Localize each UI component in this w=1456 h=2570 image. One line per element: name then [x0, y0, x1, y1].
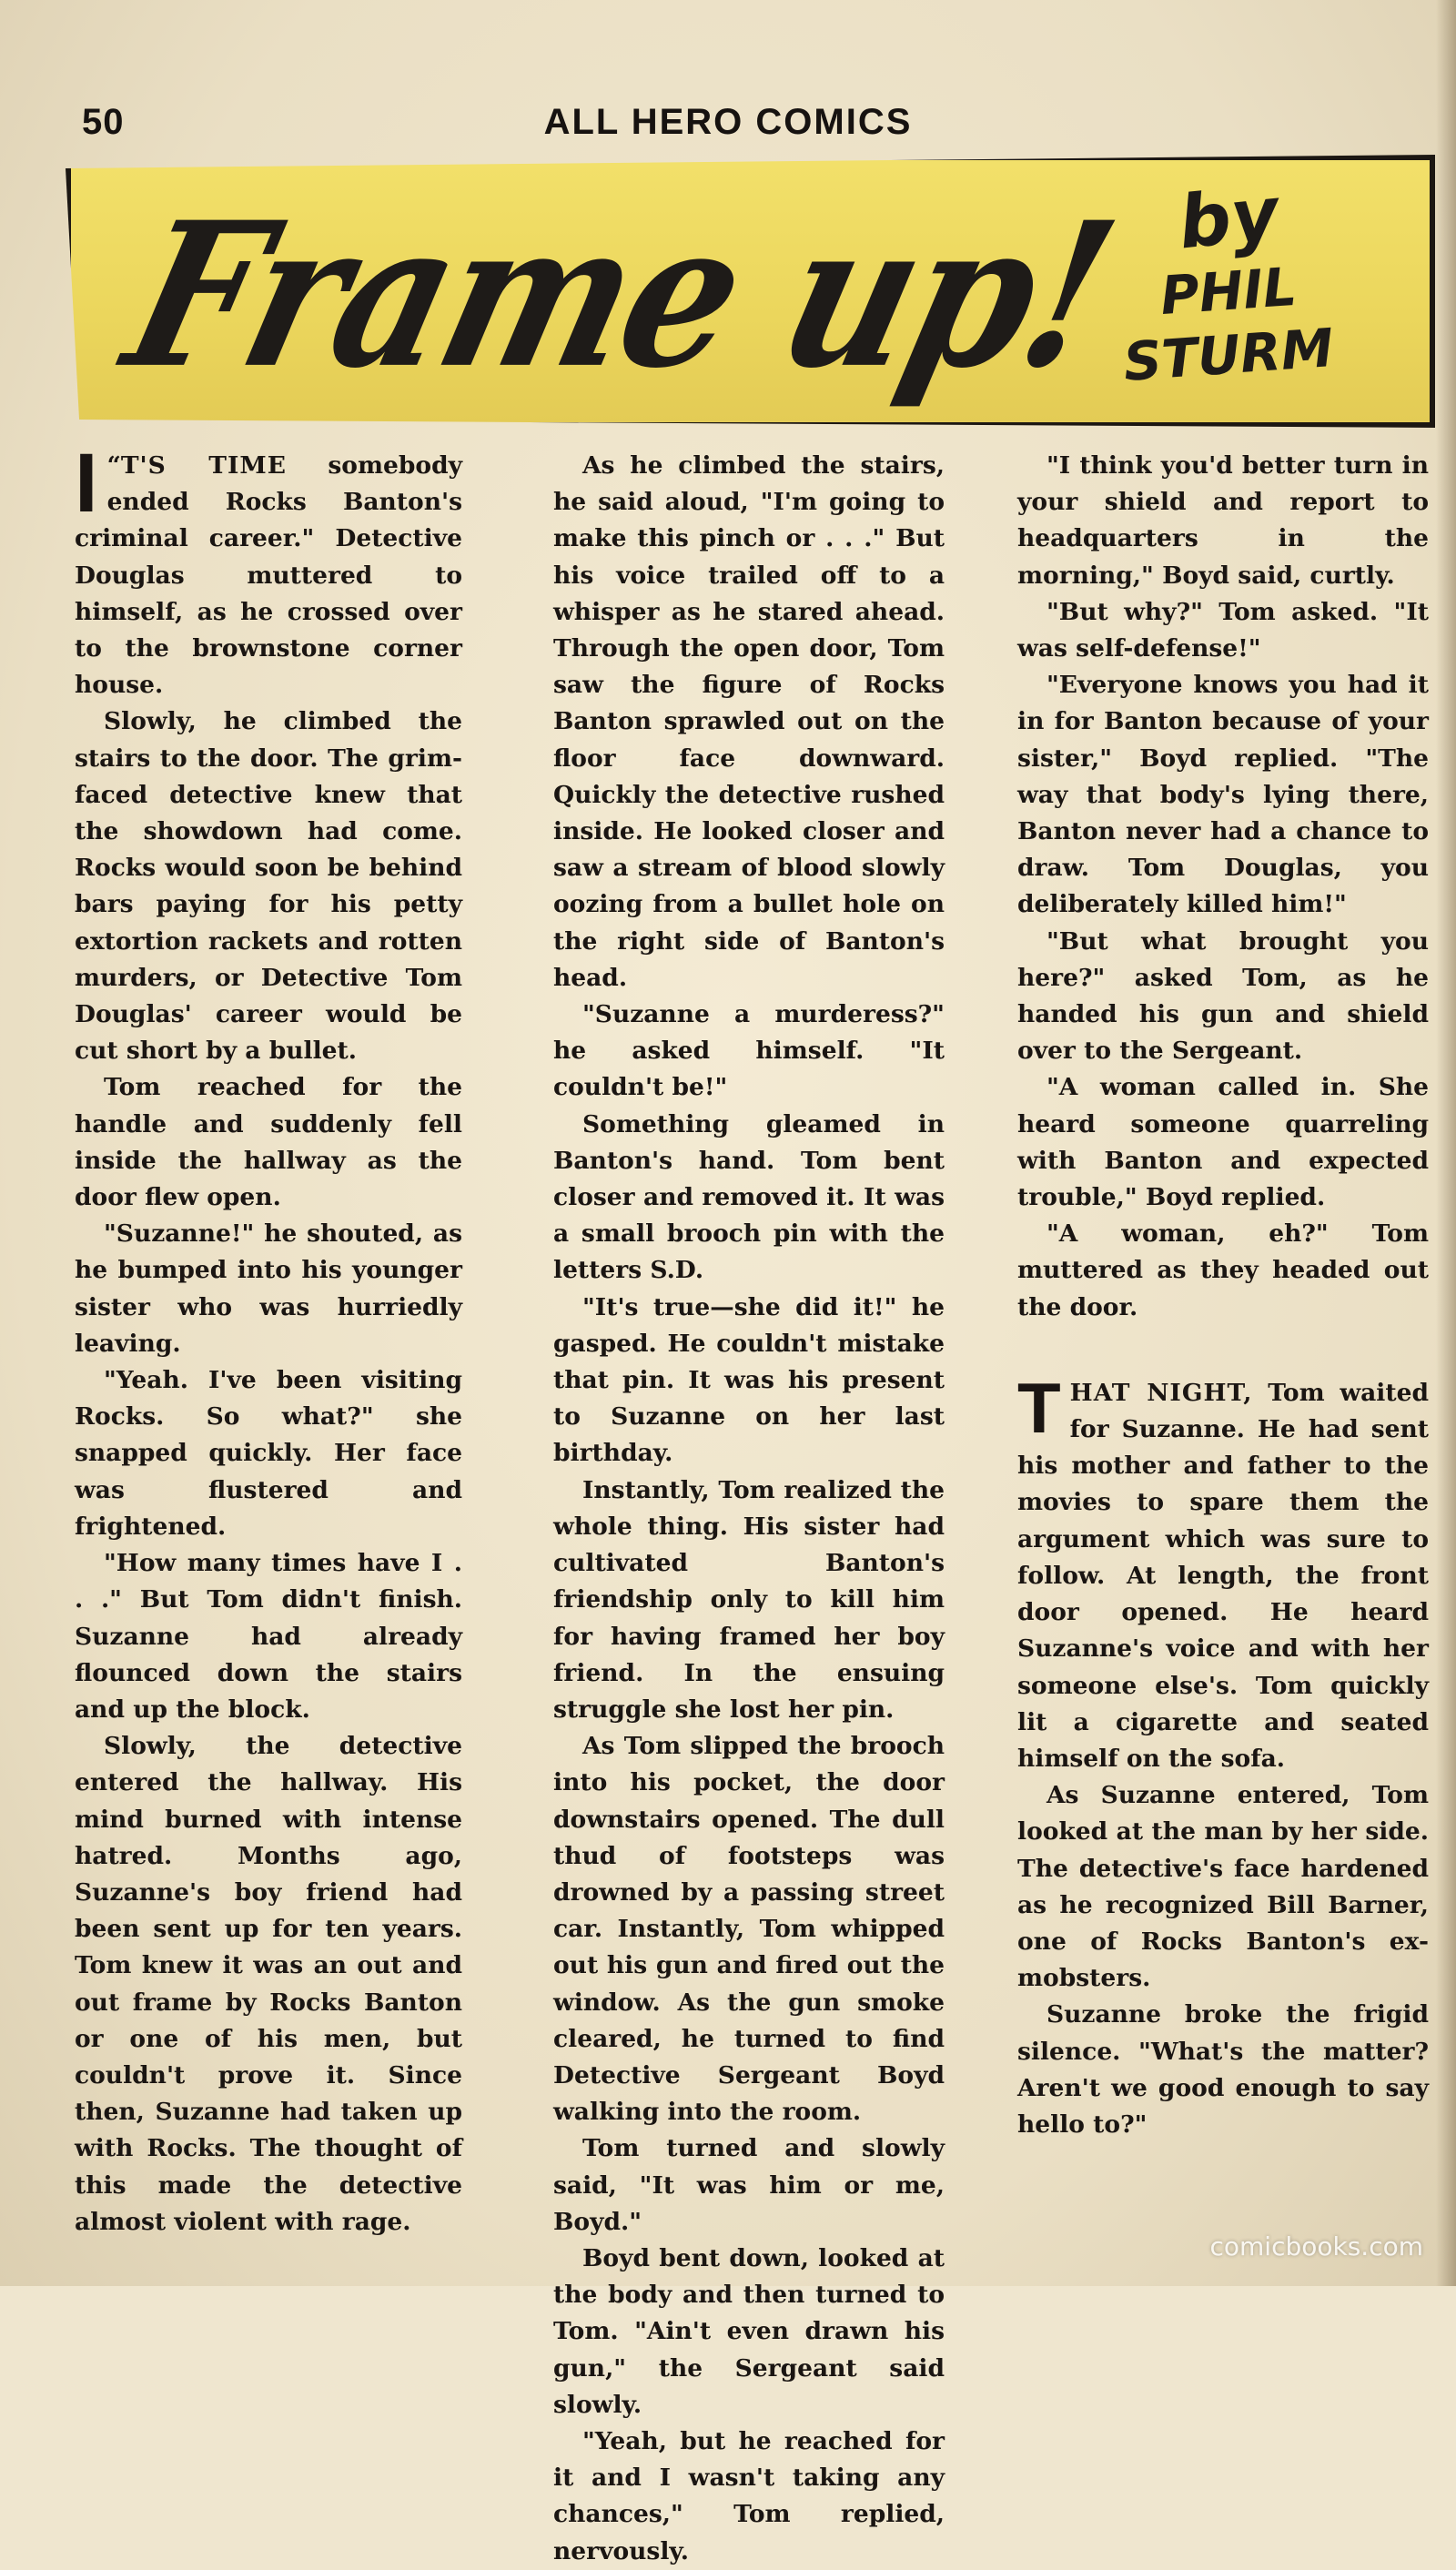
paragraph: "It's true—she did it!" he gasped. He couldn't mistake that pin. It was his present to Suzanne on her last birthday.	[553, 1292, 945, 1468]
paragraph: "Suzanne a murderess?" he asked himself. "It couldn't be!"	[553, 1000, 945, 1102]
text-column-3	[1017, 448, 1429, 2143]
section-opening-text: Tom waited for Suzanne. He had sent his mother and father to the movies to spare them the argument which was sure to follow. At length, the front door opened. He heard Suzanne's voice and with her someone else's. Tom quickly lit a cigarette and seated himself on the sofa.	[1017, 1378, 1429, 1773]
paragraph: As he climbed the stairs, he said aloud, "I'm going to make this pinch or . . ." But his voice trailed off to a whisper as he stared ahead. Through the open door, Tom saw the figure of Rocks Banton sprawled out on the floor face downward. Quickly the detective rushed inside. He looked closer and saw a stream of blood slowly oozing from a bullet hole on the right side of Banton's head.	[553, 451, 945, 992]
section-opening-paragraph	[1017, 1367, 1429, 1777]
story-title: Frame up!	[107, 178, 1132, 412]
paragraph: "A woman, eh?" Tom muttered as they headed out the door.	[1017, 1219, 1429, 1321]
paragraph: "Yeah. I've been visiting Rocks. So what?" she snapped quickly. Her face was flustered and frightened.	[75, 1366, 462, 1541]
text-column-1	[75, 437, 462, 2241]
paragraph: "Yeah, but he reached for it and I wasn't taking any chances," Tom replied, nervously.	[553, 2426, 945, 2565]
byline	[1092, 170, 1365, 414]
paragraph: "Everyone knows you had it in for Banton because of your sister," Boyd replied. "The way that body's lying there, Banton never had a chance to draw. Tom Douglas, you deliberately killed him!"	[1017, 671, 1429, 919]
text-column-2	[553, 448, 945, 2570]
paragraph: Tom reached for the handle and suddenly fell inside the hallway as the door flew open.	[75, 1073, 462, 1212]
paragraph: Suzanne broke the frigid silence. "What's the matter? Aren't we good enough to say hello to?"	[1017, 2000, 1429, 2139]
paragraph: As Suzanne entered, Tom looked at the man by her side. The detective's face hardened as he recognized Bill Barner, one of Rocks Banton's ex-mobsters.	[1017, 1781, 1429, 1993]
opening-quote: “	[106, 451, 121, 480]
drop-cap: I	[75, 437, 98, 530]
paragraph: Slowly, he climbed the stairs to the door. The grim-faced detective knew that the showdown had come. Rocks would soon be behind bars paying for his petty extortion rackets and rotten murders, or Detective Tom Douglas' career would be cut short by a bullet.	[75, 707, 462, 1066]
opening-paragraph	[75, 437, 462, 703]
paragraph: "A woman called in. She heard someone quarreling with Banton and expected trouble," Boyd replied.	[1017, 1073, 1429, 1212]
paragraph: Something gleamed in Banton's hand. Tom bent closer and removed it. It was a small brooch pin with the letters S.D.	[553, 1109, 945, 1285]
section-break	[1017, 1326, 1429, 1375]
page-number: 50	[82, 102, 125, 142]
paragraph: As Tom slipped the brooch into his pocket, the door downstairs opened. The dull thud of footsteps was drowned by a passing street car. Instantly, Tom whipped out his gun and fired out the window. As the gun smoke cleared, he turned to find Detective Sergeant Boyd walking into the room.	[553, 1732, 945, 2127]
byline-by: by	[1174, 170, 1283, 266]
author-first-name: PHIL	[1158, 255, 1299, 328]
lead-words: HAT NIGHT,	[1069, 1378, 1253, 1407]
paragraph: "But why?" Tom asked. "It was self-defense!"	[1017, 597, 1429, 663]
watermark: comicbooks.com	[1209, 2231, 1423, 2261]
opening-text: somebody ended Rocks Banton's criminal career." Detective Douglas muttered to himself, as he crossed over to the brownstone corner house.	[75, 451, 462, 700]
lead-words: T'S TIME	[120, 451, 287, 480]
paragraph: Boyd bent down, looked at the body and then turned to Tom. "Ain't even drawn his gun," the Sergeant said slowly.	[553, 2243, 945, 2419]
paragraph: Instantly, Tom realized the whole thing. His sister had cultivated Banton's friendship only to kill him for having framed her boy friend. In the ensuing struggle she lost her pin.	[553, 1475, 945, 1724]
author-last-name: STURM	[1121, 317, 1336, 393]
page-edge-shadow	[1436, 0, 1456, 2286]
running-head: ALL HERO COMICS	[543, 102, 913, 142]
paragraph: Slowly, the detective entered the hallway. His mind burned with intense hatred. Months ago, Suzanne's boy friend had been sent up for ten years. Tom knew it was an out and out frame by Rocks Banton or one of his men, but couldn't prove it. Since then, Suzanne had taken up with Rocks. The thought of this made the detective almost violent with rage.	[75, 1732, 462, 2236]
drop-cap: T	[1017, 1367, 1061, 1448]
paragraph: Tom turned and slowly said, "It was him or me, Boyd."	[553, 2134, 945, 2236]
paragraph: "Suzanne!" he shouted, as he bumped into his younger sister who was hurriedly leaving.	[75, 1219, 462, 1358]
paragraph: "I think you'd better turn in your shield and report to headquarters in the morning," Boyd said, curtly.	[1017, 451, 1429, 590]
paragraph: "But what brought you here?" asked Tom, as he handed his gun and shield over to the Sergeant.	[1017, 926, 1429, 1066]
paragraph: "How many times have I . . ." But Tom didn't finish. Suzanne had already flounced down the stairs and up the block.	[75, 1549, 462, 1724]
